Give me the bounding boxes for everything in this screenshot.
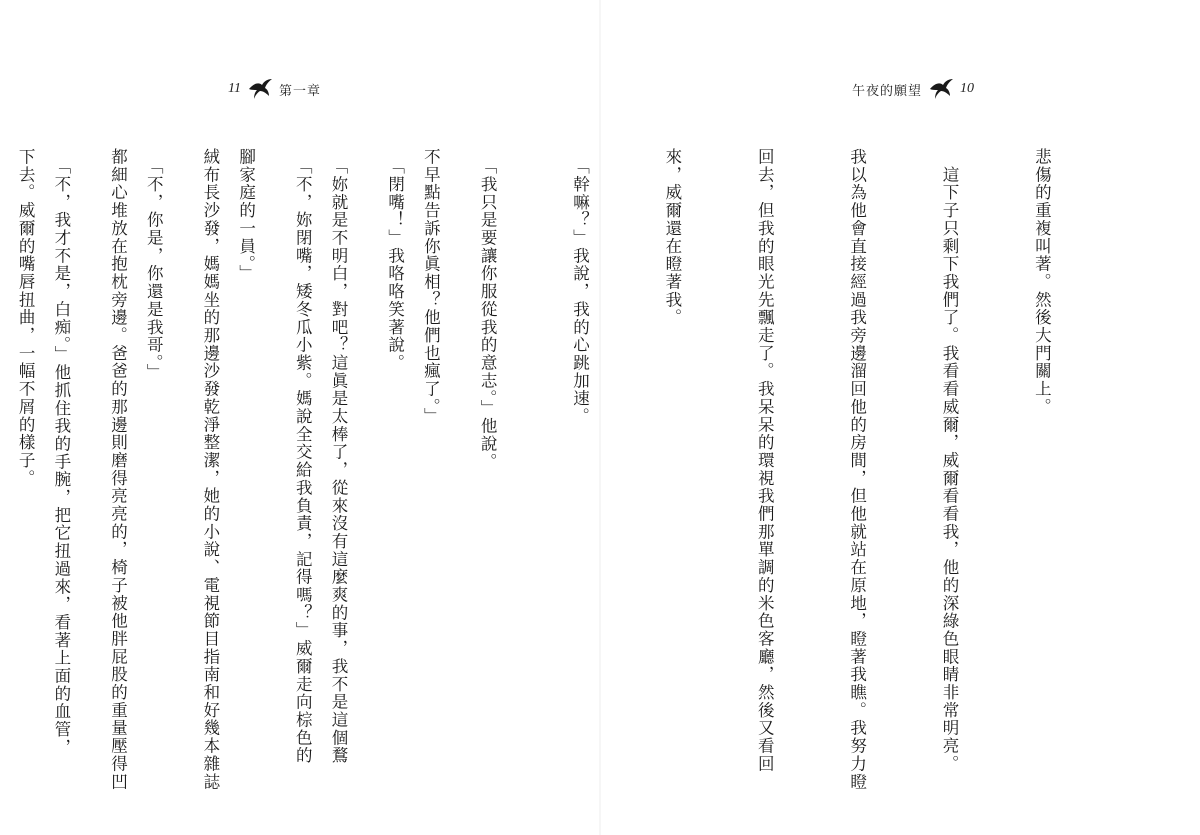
text-line: 「我只是要讓你服從我的意志。」他說。 <box>478 148 498 471</box>
left-page-header <box>228 76 321 102</box>
text-line: 這下子只剩下我們了。我看看威爾，威爾看看我，他的深綠色眼睛非常明亮。 <box>940 148 960 773</box>
text-line: 我以為他會直接經過我旁邊溜回他的房間，但他就站在原地，瞪著我瞧。我努力瞪 <box>847 148 867 791</box>
text-line: 腳家庭的一員。」 <box>236 148 256 283</box>
text-line: 回去，但我的眼光先飄走了。我呆呆的環視我們那單調的米色客廳，然後又看回 <box>755 148 775 773</box>
text-line: 不早點告訴你眞相？他們也瘋了。」 <box>421 148 441 426</box>
text-line: 下去。威爾的嘴唇扭曲，一幅不屑的樣子。 <box>16 148 36 488</box>
right-page-header <box>852 76 974 102</box>
left-page-number: 11 <box>228 81 241 96</box>
text-line: 「閉嘴！」我咯咯笑著說。 <box>385 148 405 372</box>
text-line: 「不，妳閉嘴，矮冬瓜小紫。媽說全交給我負責，記得嗎？」威爾走向棕色的 <box>293 148 313 765</box>
text-line: 「不，你是，你還是我哥。」 <box>144 148 164 382</box>
running-title: 午夜的願望 <box>852 83 923 99</box>
swallow-ornament-icon <box>928 77 954 101</box>
right-page-number: 10 <box>960 81 975 96</box>
text-line: 悲傷的重複叫著。然後大門關上。 <box>1032 148 1052 416</box>
text-line: 都細心堆放在抱枕旁邊。爸爸的那邊則磨得亮亮的，椅子被他胖屁股的重量壓得凹 <box>108 148 128 791</box>
text-line: 絨布長沙發，媽媽坐的那邊沙發乾淨整潔，她的小說、電視節目指南和好幾本雜誌 <box>200 148 220 791</box>
text-line: 「不，我才不是，白痴。」他抓住我的手腕，把它扭過來，看著上面的血管， <box>51 148 71 757</box>
text-line: 「妳就是不明白，對吧？這眞是太棒了，從來沒有這麼爽的事，我不是這個鶩 <box>329 148 349 765</box>
text-line: 來，威爾還在瞪著我。 <box>662 148 682 327</box>
text-line: 「幹嘛？」我說，我的心跳加速。 <box>570 148 590 426</box>
chapter-title: 第一章 <box>278 83 321 99</box>
swallow-ornament-icon <box>247 77 273 101</box>
